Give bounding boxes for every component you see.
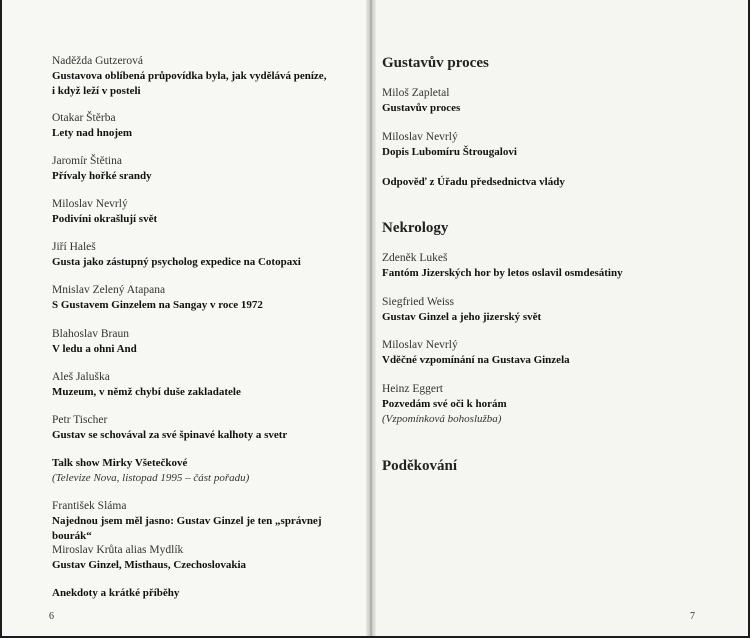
entry-title: Gustavův proces xyxy=(382,102,461,114)
entry-title: Gustav Ginzel, Misthaus, Czechoslovakia xyxy=(52,559,247,571)
left-page xyxy=(2,0,370,636)
toc-entry xyxy=(52,543,362,573)
toc-entry xyxy=(382,130,740,160)
page-number: 7 xyxy=(690,611,695,622)
right-page xyxy=(372,0,748,636)
entry-title: Gustavova oblíbená průpovídka byla, jak vydělává peníze, xyxy=(52,70,327,82)
entry-title: Anekdoty a krátké příběhy xyxy=(52,587,180,599)
toc-entry xyxy=(52,54,362,99)
toc-entry xyxy=(382,175,740,190)
entry-title: S Gustavem Ginzelem na Sangay v roce 1972 xyxy=(52,299,263,311)
entry-author: Jaromír Štětina xyxy=(52,155,122,167)
entry-title: Podivíni okrašlují svět xyxy=(52,213,158,225)
section-heading: Poděkování xyxy=(382,458,458,474)
entry-author: Otakar Štěrba xyxy=(52,112,116,124)
section-heading: Gustavův proces xyxy=(382,55,489,71)
entry-title: Najednou jsem měl jasno: Gustav Ginzel je ten „správnej bourák“ xyxy=(52,515,322,542)
entry-title: Pozvedám své oči k horám xyxy=(382,398,507,410)
entry-title: Odpověď z Úřadu předsednictva vlády xyxy=(382,176,565,188)
entry-note: (Vzpomínková bohoslužba) xyxy=(382,413,502,425)
entry-author: Petr Tischer xyxy=(52,414,108,426)
entry-author: Siegfried Weiss xyxy=(382,296,455,308)
toc-entry xyxy=(52,111,362,141)
entry-author: Aleš Jaluška xyxy=(52,371,110,383)
toc-entry xyxy=(382,295,740,325)
entry-title: Gustav Ginzel a jeho jizerský svět xyxy=(382,311,542,323)
toc-entry xyxy=(52,456,362,486)
book-gutter xyxy=(366,0,376,636)
entry-author: Miloslav Nevrlý xyxy=(382,131,458,143)
section-heading: Nekrology xyxy=(382,220,449,236)
toc-entry xyxy=(52,240,362,270)
entry-title: Gustav se schovával za své špinavé kalhoty a svetr xyxy=(52,429,288,441)
toc-entry xyxy=(52,413,362,443)
entry-title: Gusta jako zástupný psycholog expedice na Cotopaxi xyxy=(52,256,301,268)
toc-entry xyxy=(52,499,362,544)
entry-title: V ledu a ohni And xyxy=(52,343,137,355)
entry-title: Dopis Lubomíru Štrougalovi xyxy=(382,146,517,158)
entry-author: Miloslav Nevrlý xyxy=(52,198,128,210)
entry-author: Heinz Eggert xyxy=(382,383,443,395)
toc-entry xyxy=(382,86,740,116)
entry-author: Miloš Zapletal xyxy=(382,87,450,99)
toc-entry xyxy=(52,283,362,313)
entry-author: František Sláma xyxy=(52,500,127,512)
entry-title: Přívaly hořké srandy xyxy=(52,170,152,182)
entry-title-continued: i když leží v posteli xyxy=(52,85,141,97)
entry-author: Jiří Haleš xyxy=(52,241,96,253)
toc-entry xyxy=(52,586,362,601)
toc-entry xyxy=(52,327,362,357)
toc-entry xyxy=(382,338,740,368)
entry-title: Muzeum, v němž chybí duše zakladatele xyxy=(52,386,241,398)
toc-entry xyxy=(52,370,362,400)
entry-title: Vděčné vzpomínání na Gustava Ginzela xyxy=(382,354,570,366)
entry-title: Lety nad hnojem xyxy=(52,127,133,139)
toc-entry xyxy=(382,251,740,281)
entry-title: Talk show Mirky Všetečkové xyxy=(52,457,188,469)
entry-author: Mnislav Zelený Atapana xyxy=(52,284,166,296)
entry-note: (Televize Nova, listopad 1995 – část pořadu) xyxy=(52,472,250,484)
entry-title: Fantóm Jizerských hor by letos oslavil osmdesátiny xyxy=(382,267,623,279)
page-number: 6 xyxy=(49,611,54,622)
entry-author: Blahoslav Braun xyxy=(52,328,129,340)
entry-author: Zdeněk Lukeš xyxy=(382,252,448,264)
entry-author: Miroslav Krůta alias Mydlík xyxy=(52,544,184,556)
toc-entry xyxy=(52,154,362,184)
entry-author: Naděžda Gutzerová xyxy=(52,55,143,67)
toc-entry xyxy=(382,382,740,427)
toc-entry xyxy=(52,197,362,227)
entry-author: Miloslav Nevrlý xyxy=(382,339,458,351)
